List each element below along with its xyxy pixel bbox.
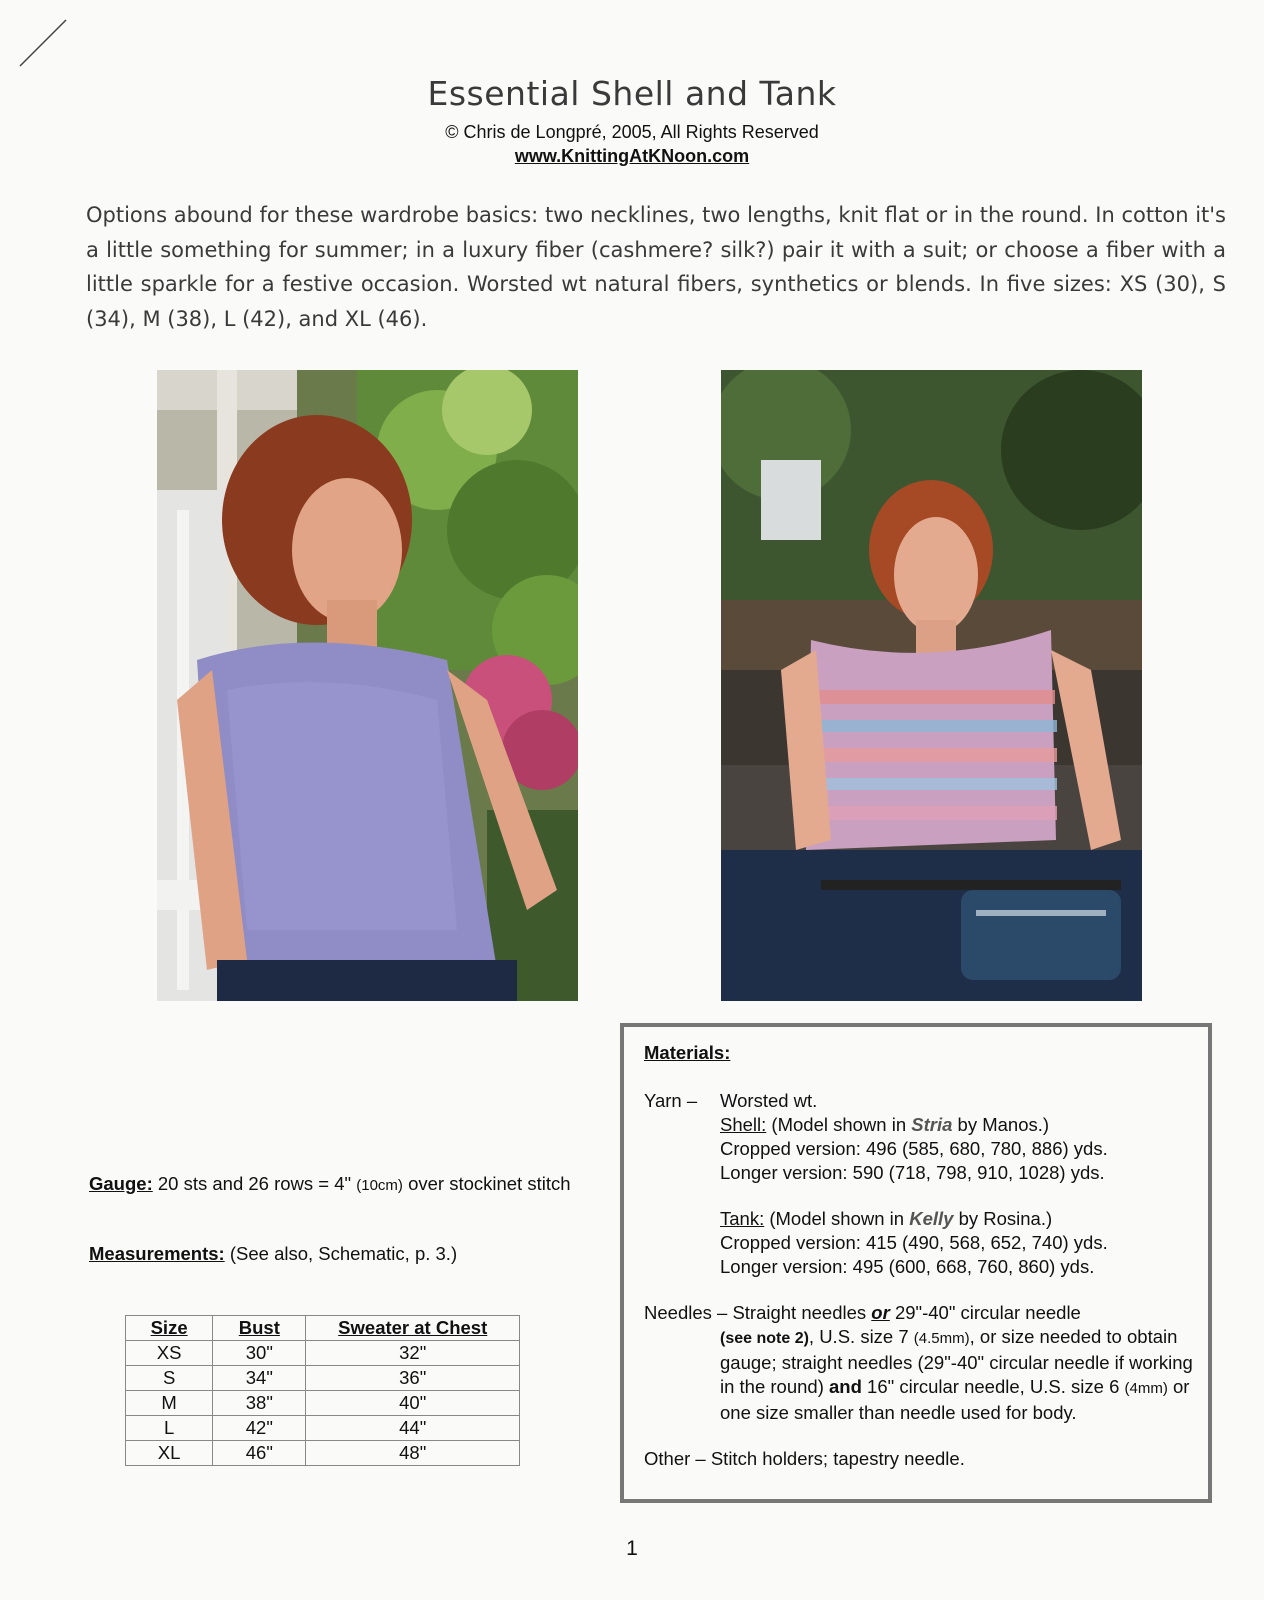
table-row: [126, 1441, 520, 1466]
needles-detail: [644, 1325, 1204, 1425]
needles-and: and: [829, 1376, 862, 1397]
header-bust: Bust: [213, 1316, 306, 1341]
cell-bust: 42": [213, 1416, 306, 1441]
tank-cropped: Cropped version: 415 (490, 568, 652, 740) yds.: [720, 1232, 1108, 1253]
table-row: [126, 1391, 520, 1416]
cell-chest: 48": [306, 1441, 520, 1466]
tank-label: Tank:: [720, 1208, 765, 1229]
materials-box: [620, 1023, 1212, 1503]
needles-e: or one size smaller than needle used for body.: [720, 1376, 1190, 1423]
yarn-row: [644, 1089, 1204, 1113]
shell-model-line: [644, 1113, 1204, 1137]
page-title: Essential Shell and Tank: [427, 74, 837, 113]
cell-chest: 32": [306, 1341, 520, 1366]
shell-label: Shell:: [720, 1114, 767, 1135]
photo-tank-model: [721, 370, 1142, 1001]
other-line: Other – Stitch holders; tapestry needle.: [644, 1448, 965, 1469]
shell-model-pre: (Model shown in: [771, 1114, 907, 1135]
measurements-section: [89, 1243, 629, 1265]
shell-longer: Longer version: 590 (718, 798, 910, 1028) yds.: [720, 1162, 1105, 1183]
needles-lead: Needles – Straight needles: [644, 1302, 867, 1323]
cell-chest: 40": [306, 1391, 520, 1416]
website-link[interactable]: www.KnittingAtKNoon.com: [514, 146, 750, 166]
photo-shell-model: [157, 370, 578, 1001]
cell-size: S: [126, 1366, 213, 1391]
tank-yarn-name: Kelly: [909, 1208, 954, 1229]
page-number: 1: [626, 1537, 638, 1560]
cell-size: XL: [126, 1441, 213, 1466]
needles-note: (see note 2): [720, 1330, 809, 1347]
needles-b: , U.S. size 7: [808, 1326, 909, 1347]
yarn-lead: Yarn –: [644, 1090, 698, 1111]
cell-bust: 46": [213, 1441, 306, 1466]
gauge-metric: (10cm): [356, 1177, 403, 1194]
tank-model-pre: (Model shown in: [769, 1208, 905, 1229]
header-sweater-chest: Sweater at Chest: [306, 1316, 520, 1341]
needles-a: 29"-40" circular needle: [894, 1302, 1081, 1323]
table-row: [126, 1341, 520, 1366]
measurements-label: Measurements:: [89, 1243, 225, 1264]
cell-bust: 30": [213, 1341, 306, 1366]
shell-cropped: Cropped version: 496 (585, 680, 780, 886) yds.: [720, 1138, 1108, 1159]
needles-first-line: [644, 1301, 1204, 1325]
tank-model-post: by Rosina.): [958, 1208, 1053, 1229]
shell-model-post: by Manos.): [957, 1114, 1050, 1135]
copyright-line: © Chris de Longpré, 2005, All Rights Reserved: [445, 122, 819, 142]
header-size: Size: [126, 1316, 213, 1341]
needles-or: or: [871, 1302, 890, 1323]
size-table: [125, 1315, 520, 1466]
measurements-text: (See also, Schematic, p. 3.): [229, 1243, 458, 1264]
needles-b-metric: (4.5mm): [913, 1330, 970, 1347]
gauge-text-b: over stockinet stitch: [408, 1173, 571, 1194]
cell-size: M: [126, 1391, 213, 1416]
cell-size: L: [126, 1416, 213, 1441]
needles-d-metric: (4mm): [1124, 1380, 1168, 1397]
cell-size: XS: [126, 1341, 213, 1366]
table-header-row: [126, 1316, 520, 1341]
yarn-weight: Worsted wt.: [720, 1090, 818, 1111]
cell-bust: 34": [213, 1366, 306, 1391]
pencil-mark: [18, 18, 78, 78]
intro-paragraph: Options abound for these wardrobe basics: two necklines, two lengths, knit flat or in the round. In cotton it's a little something for summer; in a luxury fiber (cashmere? silk?) pair it with a suit; or choose a fiber with a little sparkle for a festive occasion. Worsted wt natural fibers, synthetics or blends. In five sizes: XS (30), S (34), M (38), L (42), and XL (46).: [86, 203, 1226, 331]
cell-bust: 38": [213, 1391, 306, 1416]
materials-heading: Materials:: [644, 1042, 731, 1063]
tank-model-line: [644, 1207, 1204, 1231]
gauge-text-a: 20 sts and 26 rows = 4": [157, 1173, 352, 1194]
table-row: [126, 1366, 520, 1391]
shell-yarn-name: Stria: [911, 1114, 953, 1135]
needles-d: 16" circular needle, U.S. size 6: [867, 1376, 1120, 1397]
tank-longer: Longer version: 495 (600, 668, 760, 860) yds.: [720, 1256, 1095, 1277]
table-row: [126, 1416, 520, 1441]
gauge-label: Gauge:: [89, 1173, 153, 1194]
cell-chest: 44": [306, 1416, 520, 1441]
gauge-section: [89, 1172, 609, 1197]
cell-chest: 36": [306, 1366, 520, 1391]
needles-c: , or size needed to obtain gauge; straight needles (29"-40" circular needle if working in the round): [720, 1326, 1193, 1397]
